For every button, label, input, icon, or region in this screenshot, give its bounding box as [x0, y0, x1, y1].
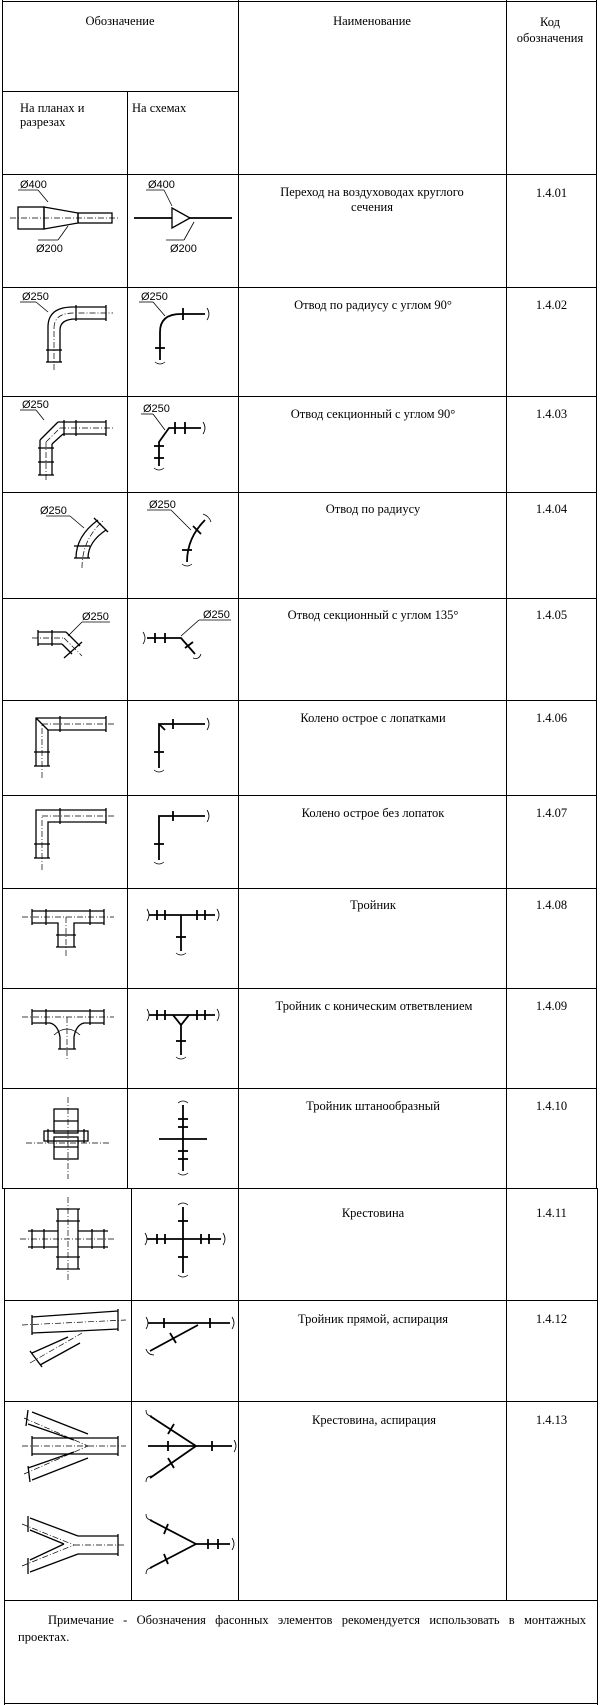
sectional-elbow-plan-icon	[18, 400, 118, 485]
tee-plan-icon	[18, 893, 118, 973]
col-sep-code-2	[506, 1188, 507, 1600]
aspiration-pants-tee-scheme-icon	[140, 1500, 240, 1590]
dim-250-label: Ø250	[82, 611, 109, 623]
col-sep-designation	[238, 0, 239, 1188]
row-code-3: 1.4.03	[535, 407, 568, 421]
cross-scheme-icon	[135, 1193, 235, 1283]
row-code-4: 1.4.04	[535, 502, 568, 516]
row-name-2: Отвод по радиусу с углом 90°	[294, 298, 452, 312]
row-name-1: Переход на воздуховодах круглого сечения	[280, 185, 464, 214]
row-name-4: Отвод по радиусу	[325, 502, 421, 516]
row-code-12: 1.4.12	[535, 1312, 568, 1326]
row-code-5: 1.4.05	[535, 608, 568, 622]
row-name-13: Крестовина, аспирация	[311, 1413, 437, 1427]
sectional-elbow-135-plan-icon	[18, 602, 118, 692]
dim-250-scheme-label: Ø250	[141, 291, 168, 303]
row-sep	[2, 795, 596, 796]
row-name-10: Тройник штанообразный	[306, 1099, 440, 1113]
row-code-13: 1.4.13	[535, 1413, 568, 1427]
dim-400-label: Ø400	[20, 179, 47, 191]
conical-tee-scheme-icon	[135, 993, 235, 1073]
aspiration-cross-scheme-icon	[140, 1394, 240, 1504]
row-sep	[2, 700, 596, 701]
row-name-8: Тройник	[350, 898, 396, 912]
header-on-plans: На планах и разрезах	[20, 101, 85, 129]
row-sep	[2, 988, 596, 989]
dim-400-scheme-label: Ø400	[148, 179, 175, 191]
row-name-7: Колено острое без лопаток	[301, 806, 445, 820]
row-sep	[2, 287, 596, 288]
aspiration-pants-tee-plan-icon	[18, 1500, 128, 1590]
reducer-plan-icon	[8, 178, 123, 268]
col-sep-plans-schemes	[127, 91, 128, 1188]
pants-tee-plan-icon	[18, 1093, 118, 1183]
tee-scheme-icon	[135, 893, 235, 973]
dim-250-scheme-label: Ø250	[149, 499, 176, 511]
dim-250-label: Ø250	[40, 505, 67, 517]
header-name: Наименование	[333, 14, 411, 28]
conical-tee-plan-icon	[18, 993, 118, 1073]
radius-bend-scheme-icon	[135, 496, 235, 586]
row-code-10: 1.4.10	[535, 1099, 568, 1113]
row-code-11: 1.4.11	[536, 1206, 567, 1220]
row-sep	[2, 492, 596, 493]
cross-plan-icon	[18, 1193, 118, 1283]
table-left-border	[2, 0, 3, 1188]
aspiration-cross-plan-icon	[18, 1394, 128, 1504]
note-text: Примечание - Обозначения фасонных элементов рекомендуется использовать в монтажных проектах.	[18, 1613, 586, 1644]
sectional-elbow-scheme-icon	[135, 400, 235, 485]
radius-bend-plan-icon	[18, 496, 118, 586]
aspiration-tee-plan-icon	[18, 1293, 128, 1393]
sharp-elbow-vanes-plan-icon	[18, 708, 118, 788]
row-sep	[2, 174, 596, 175]
row-code-1: 1.4.01	[535, 186, 568, 200]
table-bottom-border	[4, 1703, 597, 1704]
row-name-9: Тройник с коническим ответвлением	[275, 999, 473, 1013]
dim-200-scheme-label: Ø200	[170, 243, 197, 255]
row-sep	[2, 396, 596, 397]
radius-elbow-scheme-icon	[135, 292, 235, 377]
header-on-schemes: На схемах	[132, 101, 187, 115]
row-code-7: 1.4.07	[535, 806, 568, 820]
radius-elbow-plan-icon	[18, 292, 118, 377]
row-name-12: Тройник прямой, аспирация	[297, 1312, 449, 1326]
row-code-9: 1.4.09	[535, 999, 568, 1013]
sharp-elbow-vanes-scheme-icon	[135, 708, 235, 788]
header-sub-line	[2, 91, 238, 92]
col-sep-plans-schemes-2	[131, 1188, 132, 1600]
dim-250-label: Ø250	[22, 399, 49, 411]
pants-tee-scheme-icon	[135, 1093, 235, 1183]
row-code-8: 1.4.08	[535, 898, 568, 912]
row-name-6: Колено острое с лопатками	[300, 711, 446, 725]
col-sep-code	[506, 0, 507, 1188]
row-name-11: Крестовина	[341, 1206, 405, 1220]
aspiration-tee-scheme-icon	[140, 1293, 240, 1393]
dim-200-label: Ø200	[36, 243, 63, 255]
row-sep	[2, 1188, 597, 1189]
table-left-border-2	[4, 1188, 5, 1705]
reducer-scheme-icon	[132, 178, 237, 268]
row-sep	[2, 888, 596, 889]
row-name-5: Отвод секционный с углом 135°	[287, 608, 459, 622]
sectional-elbow-135-scheme-icon	[135, 602, 235, 692]
row-sep	[2, 598, 596, 599]
sharp-elbow-plan-icon	[18, 800, 118, 880]
row-code-6: 1.4.06	[535, 711, 568, 725]
dim-250-label: Ø250	[22, 291, 49, 303]
row-sep	[4, 1600, 597, 1601]
sharp-elbow-scheme-icon	[135, 800, 235, 880]
table-right-border	[596, 0, 597, 1188]
row-name-3: Отвод секционный с углом 90°	[290, 407, 456, 421]
header-code: Код обозначения	[516, 15, 584, 45]
table-right-border-2	[597, 1188, 598, 1705]
header-designation: Обозначение	[85, 14, 155, 28]
row-code-2: 1.4.02	[535, 298, 568, 312]
dim-250-scheme-label: Ø250	[203, 609, 230, 621]
row-sep	[2, 1088, 596, 1089]
dim-250-scheme-label: Ø250	[143, 403, 170, 415]
